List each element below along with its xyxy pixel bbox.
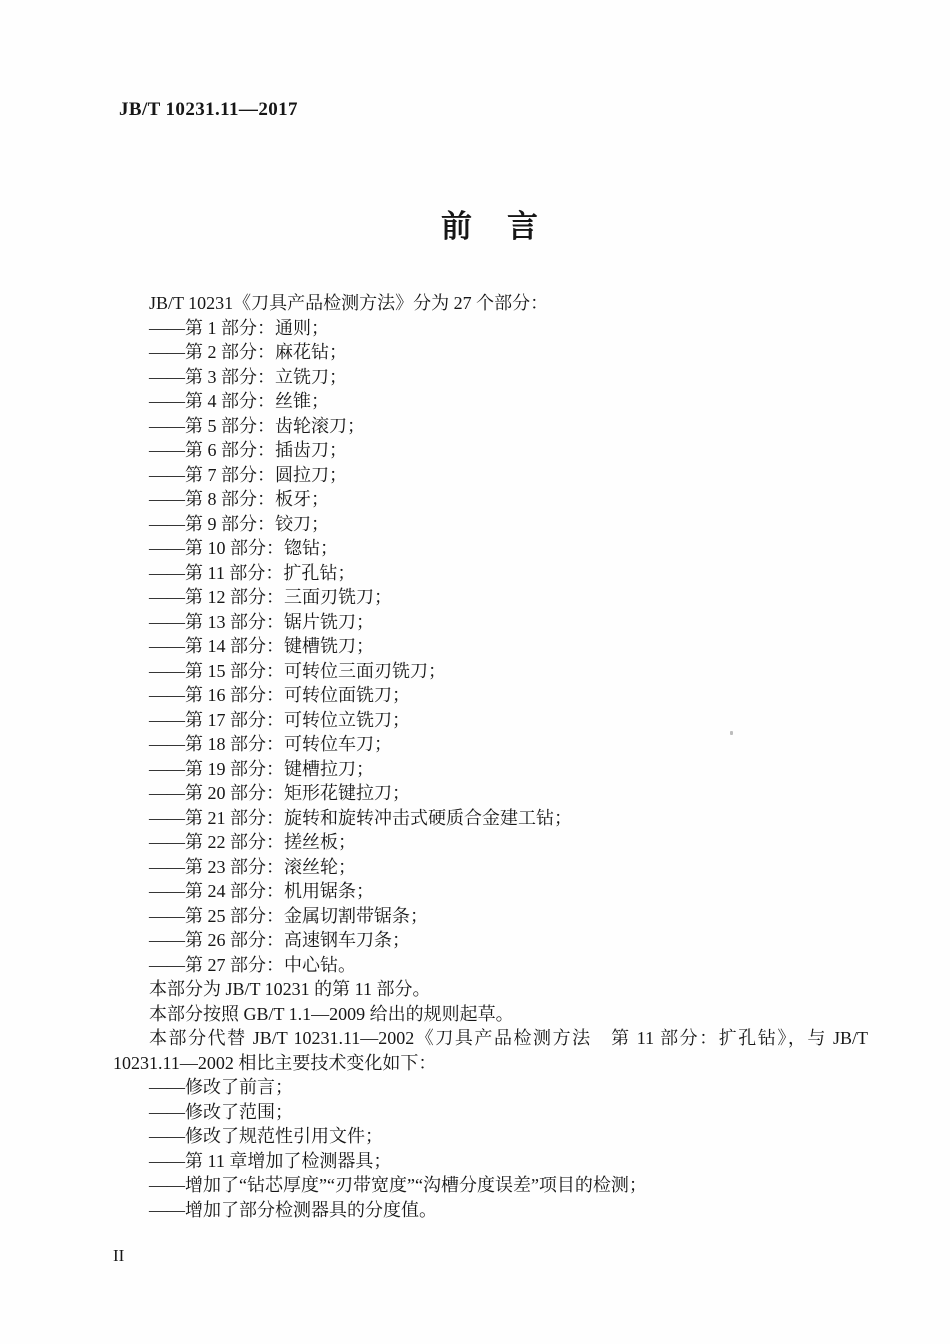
foreword-paragraph: 本部分按照 GB/T 1.1—2009 给出的规则起草。 [149,1003,514,1024]
part-item: ——第 12 部分：三面刃铣刀； [149,587,392,607]
part-item: ——第 24 部分：机用锯条； [149,881,374,901]
part-item: ——第 21 部分：旋转和旋转冲击式硬质合金建工钻； [149,807,572,828]
changes-list [113,1075,868,1222]
part-item: ——第 8 部分：板牙； [149,489,329,509]
part-item: ——第 3 部分：立铣刀； [149,366,347,387]
part-item: ——第 19 部分：键槽拉刀； [149,758,374,779]
part-item: ——第 4 部分：丝锥； [149,391,329,411]
foreword-content [113,291,868,1222]
foreword-paragraphs [113,977,868,1075]
part-item: ——第 11 部分：扩孔钻； [149,562,356,583]
foreword-paragraph: 本部分代替 JB/T 10231.11—2002《刀具产品检测方法 第 11 部分：扩孔钻》，与 JB/T 10231.11—2002 相比主要技术变化如下： [113,1028,868,1073]
parts-list [113,316,868,978]
intro-line: JB/T 10231《刀具产品检测方法》分为 27 个部分： [149,293,549,313]
part-item: ——第 16 部分：可转位面铣刀； [149,685,410,705]
part-item: ——第 14 部分：键槽铣刀； [149,636,374,656]
change-item: ——修改了前言； [149,1077,293,1097]
part-item: ——第 15 部分：可转位三面刃铣刀； [149,660,446,681]
change-item: ——增加了部分检测器具的分度值。 [149,1199,437,1220]
part-item: ——第 18 部分：可转位车刀； [149,734,392,754]
part-item: ——第 10 部分：锪钻； [149,538,338,558]
part-item: ——第 9 部分：铰刀； [149,513,329,534]
part-item: ——第 7 部分：圆拉刀； [149,464,347,485]
part-item: ——第 26 部分：高速钢车刀条； [149,930,410,950]
scan-speck-artifact [730,731,733,735]
change-item: ——第 11 章增加了检测器具； [149,1150,392,1171]
part-item: ——第 20 部分：矩形花键拉刀； [149,783,410,803]
change-item: ——增加了“钻芯厚度”“刃带宽度”“沟槽分度误差”项目的检测； [149,1175,647,1195]
part-item: ——第 5 部分：齿轮滚刀； [149,415,365,436]
part-item: ——第 1 部分：通则； [149,317,329,338]
part-item: ——第 25 部分：金属切割带锯条； [149,905,428,926]
part-item: ——第 17 部分：可转位立铣刀； [149,709,410,730]
part-item: ——第 22 部分：搓丝板； [149,832,356,852]
part-item: ——第 6 部分：插齿刀； [149,440,347,460]
standard-number: JB/T 10231.11—2017 [119,99,298,120]
page-title: 前 言 [441,209,540,244]
foreword-paragraph: 本部分为 JB/T 10231 的第 11 部分。 [149,979,431,999]
page-number: II [113,1246,125,1265]
part-item: ——第 2 部分：麻花钻； [149,342,347,362]
part-item: ——第 23 部分：滚丝轮； [149,856,356,877]
part-item: ——第 13 部分：锯片铣刀； [149,611,374,632]
change-item: ——修改了规范性引用文件； [149,1126,383,1146]
change-item: ——修改了范围； [149,1101,293,1122]
part-item: ——第 27 部分：中心钻。 [149,954,356,975]
